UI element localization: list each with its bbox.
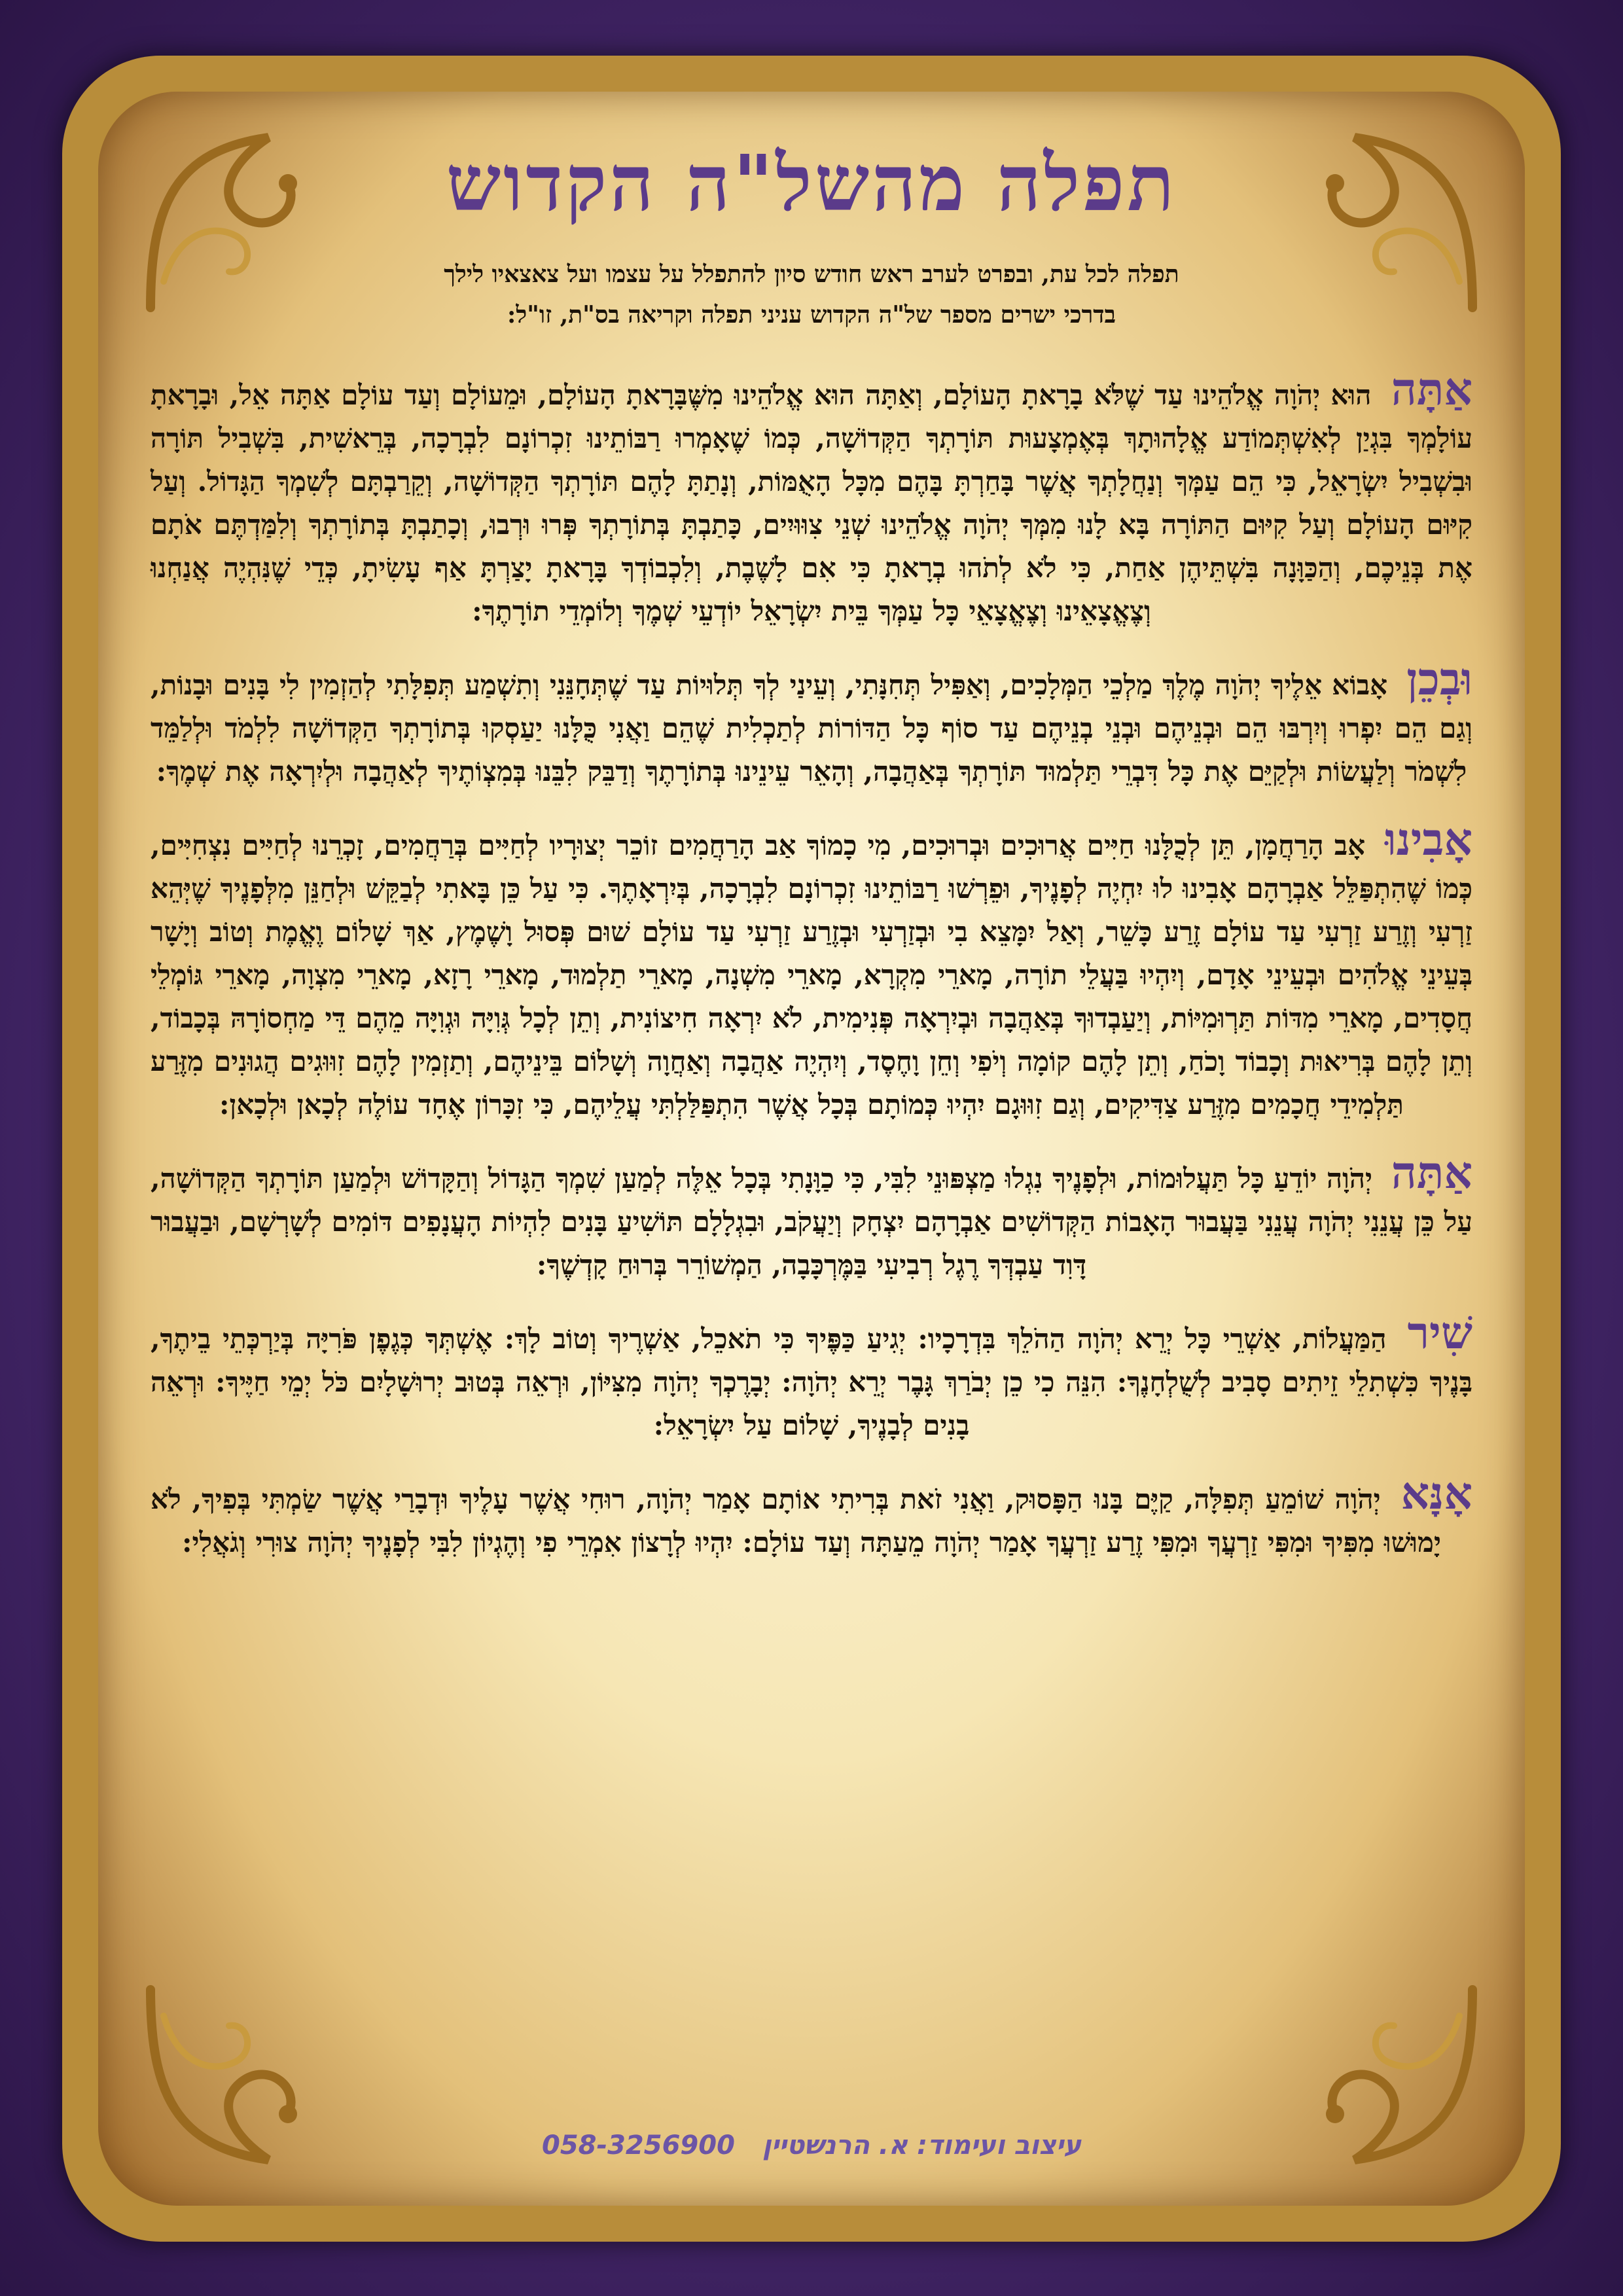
phone-number: 058-3256900 <box>541 2130 735 2161</box>
page-subtitle <box>151 254 1472 335</box>
subtitle-line-2: בדרכי ישרים מספר של"ה הקדוש עניני תפלה וקריאה בס"ת, זו"ל: <box>507 301 1116 329</box>
prayer-paragraph-6 <box>151 1467 1472 1564</box>
paragraph-text: אָבוֹא אֵלֶיךָ יְהֹוָה מֶלֶךְ מַלְכֵי הַמְּלָכִים, וְאַפִּיל תְּחִנָּתִי, וְעֵינַי לְךָ תְּלוּיוֹת עַד שֶׁתְּחָנֵּנִי וְתִשְׁמַע תְּפִלָּתִי לְהַזְמִין לִי בָּנִים וּבָנוֹת, וְגַם הֵם יִפְרוּ וְיִרְבּוּ הֵם וּבְנֵיהֶם וּבְנֵי בְנֵיהֶם עַד סוֹף כָּל הַדּוֹרוֹת לְתַכְלִית שֶׁהֵם וַאֲנִי כֻּלָּנוּ יַעַסְקוּ בְּתוֹרָתְךָ הַקְּדוֹשָׁה לִלְמֹד וּלְלַמֵּד לִשְׁמֹר וְלַעֲשׂוֹת וּלְקַיֵּם אֶת כָּל דִּבְרֵי תַּלְמוּד תּוֹרָתְךָ בְּאַהֲבָה, וְהָאֵר עֵינֵינוּ בְּתוֹרָתֶךָ וְדַבֵּק לִבֵּנוּ בְּמִצְוֹתֶיךָ לְאַהֲבָה וּלְיִרְאָה אֶת שְׁמֶךָ: <box>151 669 1472 787</box>
page-title: תפלה מהשל"ה הקדוש <box>446 137 1177 228</box>
paragraph-lead-word: אָבִינוּ <box>1385 814 1472 866</box>
prayer-paragraph-5 <box>151 1307 1472 1447</box>
paragraph-text: הוּא יְהֹוָה אֱלֹהֵינוּ עַד שֶׁלֹּא בָרָאתָ הָעוֹלָם, וְאַתָּה הוּא אֱלֹהֵינוּ מִשֶּׁבָּרָאתָ הָעוֹלָם, וּמֵעוֹלָם וְעַד עוֹלָם אַתָּה אֵל, וּבָרָאתָ עוֹלָמְךָ בִּגְיַן לְאִשְׁתְּמוֹדַע אֱלָהוּתָךְ בְּאֶמְצָעוּת תּוֹרָתְךָ הַקְּדוֹשָׁה, כְּמוֹ שֶׁאָמְרוּ רַבּוֹתֵינוּ זִכְרוֹנָם לִבְרָכָה, בְּרֵאשִׁית, בִּשְׁבִיל תּוֹרָה וּבִשְׁבִיל יִשְׂרָאֵל, כִּי הֵם עַמְּךָ וְנַחֲלָתְךָ אֲשֶׁר בָּחַרְתָּ בָּהֶם מִכָּל הָאֻמּוֹת, וְנָתַתָּ לָהֶם תּוֹרָתְךָ הַקְּדוֹשָׁה, וְקֵרַבְתָּם לְשִׁמְךָ הַגָּדוֹל. וְעַל קִיּוּם הָעוֹלָם וְעַל קִיּוּם הַתּוֹרָה בָּא לָנוּ מִמְּךָ יְהֹוָה אֱלֹהֵינוּ שְׁנֵי צִוּוּיִים, כָּתַבְתָּ בְּתוֹרָתְךָ פְּרוּ וּרְבוּ, וְכָתַבְתָּ בְּתוֹרָתְךָ וְלִמַּדְתֶּם אֹתָם אֶת בְּנֵיכֶם, וְהַכַּוָּנָה בִּשְׁתֵּיהֶן אַחַת, כִּי לֹא לְתֹהוּ בְרָאתָ כִּי אִם לָשֶׁבֶת, וְלִכְבוֹדְךָ בָּרָאתָ יָצַרְתָּ אַף עָשִׂיתָ, כְּדֵי שֶׁנִּהְיֶה אֲנַחְנוּ וְצֶאֱצָאֵינוּ וְצֶאֱצָאֵי כָּל עַמְּךָ בֵּית יִשְׂרָאֵל יוֹדְעֵי שְׁמֶךָ וְלוֹמְדֵי תוֹרָתֶךָ: <box>151 379 1472 627</box>
paragraph-lead-word: אָנָּא <box>1400 1467 1472 1520</box>
prayer-content <box>151 124 1472 1589</box>
prayer-paragraph-3 <box>151 814 1472 1126</box>
paragraph-lead-word: וּבְכֵן <box>1406 653 1472 706</box>
paragraph-text: יְהֹוָה שׁוֹמֵעַ תְּפִלָּה, קַיֶּם בָּנוּ הַפָּסוּק, וַאֲנִי זֹאת בְּרִיתִי אוֹתָם אָמַר יְהֹוָה, רוּחִי אֲשֶׁר עָלֶיךָ וּדְבָרַי אֲשֶׁר שַׂמְתִּי בְּפִיךָ, לֹא יָמוּשׁוּ מִפִּיךָ וּמִפִּי זַרְעֲךָ וּמִפִּי זֶרַע זַרְעֲךָ אָמַר יְהֹוָה מֵעַתָּה וְעַד עוֹלָם: יִהְיוּ לְרָצוֹן אִמְרֵי פִי וְהֶגְיוֹן לִבִּי לְפָנֶיךָ יְהֹוָה צוּרִי וְגֹאֲלִי: <box>151 1483 1441 1558</box>
paragraph-text: הַמַּעֲלוֹת, אַשְׁרֵי כָּל יְרֵא יְהֹוָה הַהֹלֵךְ בִּדְרָכָיו: יְגִיעַ כַּפֶּיךָ כִּי תֹאכֵל, אַשְׁרֶיךָ וְטוֹב לָךְ: אֶשְׁתְּךָ כְּגֶפֶן פֹּרִיָּה בְּיַרְכְּתֵי בֵיתֶךָ, בָּנֶיךָ כִּשְׁתִלֵי זֵיתִים סָבִיב לְשֻׁלְחָנֶךָ: הִנֵּה כִי כֵן יְבֹרַךְ גָּבֶר יְרֵא יְהֹוָה: יְבָרֶכְךָ יְהֹוָה מִצִּיּוֹן, וּרְאֵה בְּטוּב יְרוּשָׁלָיִם כֹּל יְמֵי חַיֶּיךָ: וּרְאֵה בָנִים לְבָנֶיךָ, שָׁלוֹם עַל יִשְׂרָאֵל: <box>151 1323 1472 1441</box>
paragraph-text: אָב הָרַחֲמָן, תֵּן לְכֻלָּנוּ חַיִּים אֲרוּכִים וּבְרוּכִים, מִי כָמוֹךָ אַב הָרַחֲמִים זוֹכֵר יְצוּרָיו לְחַיִּים בְּרַחֲמִים, זָכְרֵנוּ לְחַיִּים נִצְחִיִּים, כְּמוֹ שֶׁהִתְפַּלֵּל אַבְרָהָם אָבִינוּ לוּ יִחְיֶה לְפָנֶיךָ, וּפֵרְשׁוּ רַבּוֹתֵינוּ זִכְרוֹנָם לִבְרָכָה, בְּיִרְאָתֶךָ. כִּי עַל כֵּן בָּאתִי לְבַקֵּשׁ וּלְחַנֵּן מִלְּפָנֶיךָ שֶׁיְּהֵא זַרְעִי וְזֶרַע זַרְעִי עַד עוֹלָם זֶרַע כָּשֵׁר, וְאַל יִמָּצֵא בִי וּבְזַרְעִי וּבְזֶרַע זַרְעִי עַד עוֹלָם שׁוּם פְּסוּל וָשֶׁמֶץ, אַךְ שָׁלוֹם וֶאֱמֶת וְטוֹב וְיָשָׁר בְּעֵינֵי אֱלֹהִים וּבְעֵינֵי אָדָם, וְיִהְיוּ בַּעֲלֵי תוֹרָה, מָארֵי מִקְרָא, מָארֵי מִשְׁנָה, מָארֵי תַלְמוּד, מָארֵי רָזָא, מָארֵי מִצְוָה, מָארֵי גּוֹמְלֵי חֲסָדִים, מָארֵי מִדּוֹת תַּרְוּמִיּוֹת, וְיַעַבְדוּךָ בְּאַהֲבָה וּבְיִרְאָה פְּנִימִית, לֹא יִרְאָה חִיצוֹנִית, וְתֵן לְכָל גְּוִיָּה וּגְוִיָּה מֵהֶם דֵּי מַחְסוֹרָהּ בְּכָבוֹד, וְתֵן לָהֶם בְּרִיאוּת וְכָבוֹד וָכֹחַ, וְתֵן לָהֶם קוֹמָה וְיֹפִי וְחֵן וָחֶסֶד, וְיִהְיֶה אַהֲבָה וְאַחֲוָה וְשָׁלוֹם בֵּינֵיהֶם, וְתַזְמִין לָהֶם זִוּוּגִים הֲגוּנִים מִזֶּרַע תַּלְמִידֵי חֲכָמִים מִזֶּרַע צַדִּיקִים, וְגַם זִוּוּגָם יִהְיוּ כְּמוֹתָם בְּכָל אֲשֶׁר הִתְפַּלַּלְתִּי עֲלֵיהֶם, כִּי זִכָּרוֹן אֶחָד עוֹלֶה לְכָאן וּלְכָאן: <box>151 829 1472 1121</box>
paragraph-text: יְהֹוָה יוֹדֵעַ כָּל תַּעֲלוּמוֹת, וּלְפָנֶיךָ נִגְלוּ מַצְפּוּנֵי לִבִּי, כִּי כַוָּנָתִי בְּכָל אֵלֶּה לְמַעַן שִׁמְךָ הַגָּדוֹל וְהַקָּדוֹשׁ וּלְמַעַן תּוֹרָתְךָ הַקְּדוֹשָׁה, עַל כֵּן עֲנֵנִי יְהֹוָה עֲנֵנִי בַּעֲבוּר הָאָבוֹת הַקְּדוֹשִׁים אַבְרָהָם יִצְחָק וְיַעֲקֹב, וּבִגְלָלָם תּוֹשִׁיעַ בָּנִים לִהְיוֹת הָעֲנָפִים דּוֹמִים לְשָׁרְשָׁם, וּבַעֲבוּר דָּוִד עַבְדְּךָ רֶגֶל רְבִיעִי בַּמֶּרְכָּבָה, הַמְשׁוֹרֵר בְּרוּחַ קָדְשֶׁךָ: <box>151 1162 1472 1281</box>
prayer-paragraph-1 <box>151 363 1472 633</box>
prayer-paragraph-2 <box>151 653 1472 793</box>
subtitle-line-1: תפלה לכל עת, ובפרט לערב ראש חודש סיון להתפלל על עצמו ועל צאצאיו לילך <box>444 260 1179 288</box>
designer-credit <box>0 2130 1623 2161</box>
paragraph-lead-word: אַתָּה <box>1391 1147 1472 1199</box>
credit-text: עיצוב ועימוד: א. הרנשטיין <box>762 2130 1082 2161</box>
paragraph-lead-word: אַתָּה <box>1391 363 1472 416</box>
prayer-paragraph-4 <box>151 1147 1472 1287</box>
paragraph-lead-word: שִׁיר <box>1407 1307 1472 1359</box>
